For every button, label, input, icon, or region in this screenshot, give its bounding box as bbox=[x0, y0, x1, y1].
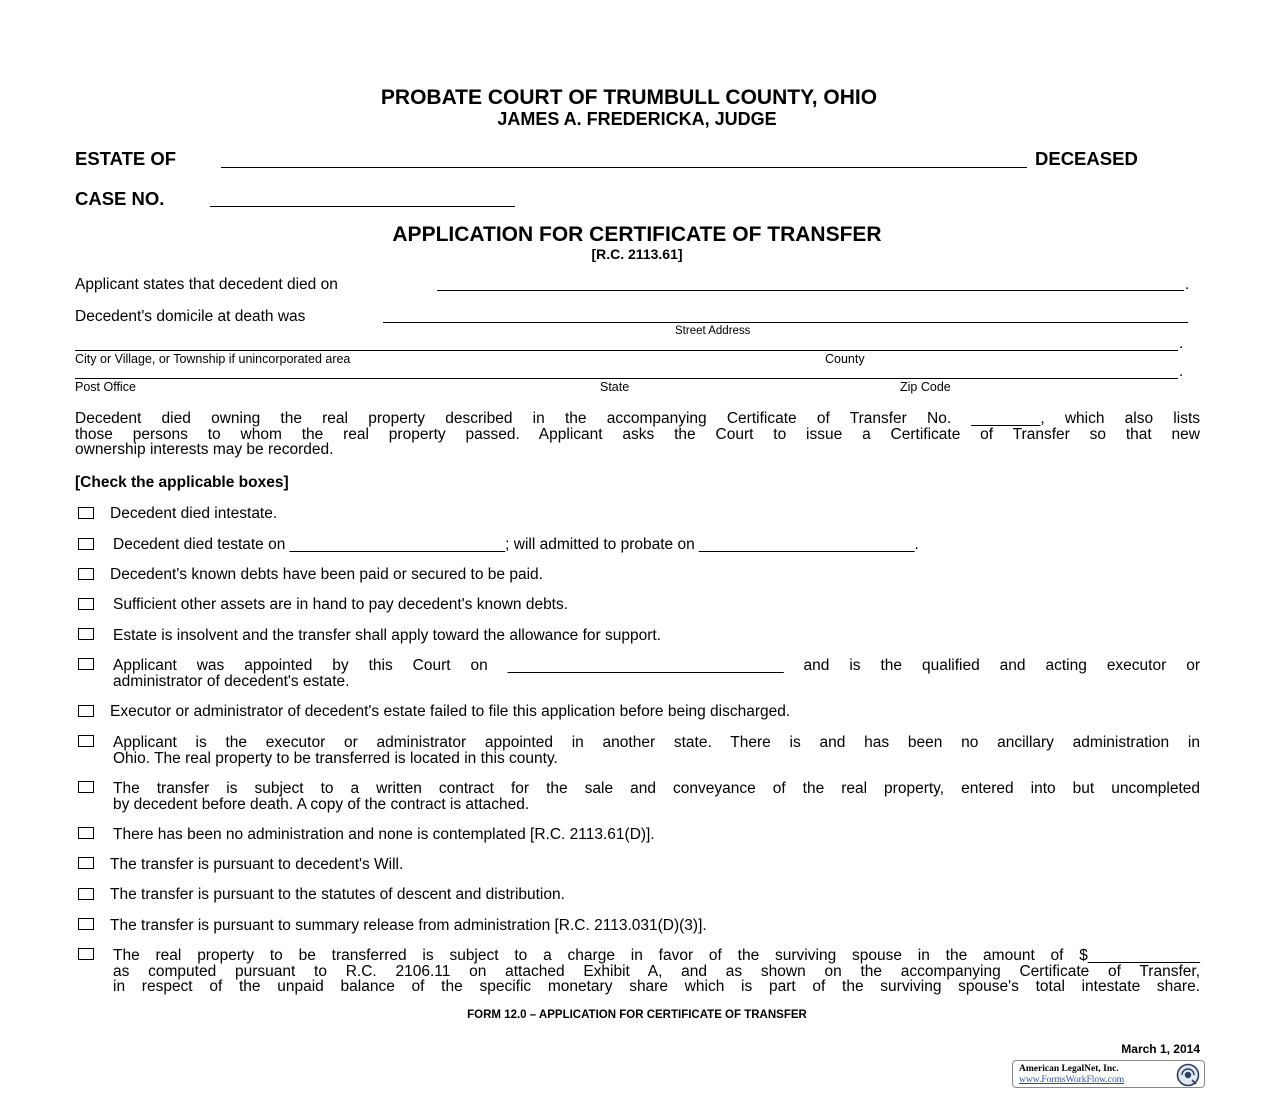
check-label-spouse-charge: The real property to be transferred is subject to a charge in favor of the surviving spouse in the amount of $_____________ as computed pursuant to R.C. 2106.11 on attached Exhibit A, and as shown on the accompanying Certificate of Transfer, in respect of the unpaid balance of the specific monetary share which is part of the surviving spouse's total intestate share. bbox=[113, 947, 1200, 995]
check-label-no-administration: There has been no administration and none is contemplated [R.C. 2113.61(D)]. bbox=[113, 826, 655, 843]
check-label-testate: Decedent died testate on _________________________; will admitted to probate on _________________________. bbox=[113, 536, 919, 553]
judge-name: JAMES A. FREDERICKA, JUDGE bbox=[497, 109, 777, 129]
domicile-label: Decedent's domicile at death was bbox=[75, 308, 306, 325]
case-no-field[interactable] bbox=[210, 206, 515, 207]
form-footer-name: FORM 12.0 – APPLICATION FOR CERTIFICATE OF TRANSFER bbox=[467, 1009, 807, 1021]
checkbox-sufficient-assets[interactable] bbox=[78, 598, 94, 610]
checkbox-insolvent[interactable] bbox=[78, 628, 94, 640]
estate-label: ESTATE OF bbox=[75, 148, 177, 169]
check-label-appointed: Applicant was appointed by this Court on ________________________________ and is the qualified and acting executor or administrator of decedent's estate. bbox=[113, 657, 1200, 690]
checkbox-written-contract[interactable] bbox=[78, 781, 94, 793]
vendor-badge[interactable] bbox=[1012, 1060, 1205, 1088]
check-label-written-contract: The transfer is subject to a written contract for the sale and conveyance of the real property, entered into but uncompleted by decedent before death. A copy of the contract is attached. bbox=[113, 780, 1200, 813]
post-office-caption: Post Office bbox=[75, 380, 136, 394]
estate-name-field[interactable] bbox=[221, 167, 1027, 168]
died-on-field[interactable] bbox=[437, 290, 1184, 291]
city-county-field[interactable] bbox=[75, 350, 1178, 351]
checkbox-other-state[interactable] bbox=[78, 735, 94, 747]
state-caption: State bbox=[600, 380, 630, 394]
form-title: APPLICATION FOR CERTIFICATE OF TRANSFER bbox=[392, 223, 882, 246]
checkbox-descent-distribution[interactable] bbox=[78, 888, 94, 900]
check-label-intestate: Decedent died intestate. bbox=[110, 505, 278, 522]
checkbox-appointed[interactable] bbox=[78, 658, 94, 670]
intro-paragraph: Decedent died owning the real property described in the accompanying Certificate of Transfer No. ________, which also lists those persons to whom the real property passed. Applicant asks the Court to issue a Certificate of Transfer so that new ownership interests may be recorded. bbox=[75, 410, 1200, 458]
deceased-label: DECEASED bbox=[1035, 148, 1138, 169]
checkbox-debts-paid[interactable] bbox=[78, 568, 94, 580]
checkbox-failed-to-file[interactable] bbox=[78, 705, 94, 717]
check-label-failed-to-file: Executor or administrator of decedent's estate failed to file this application before being discharged. bbox=[110, 703, 791, 720]
city-caption: City or Village, or Township if unincorporated area bbox=[75, 352, 351, 366]
statute-ref: [R.C. 2113.61] bbox=[591, 246, 683, 262]
died-on-label: Applicant states that decedent died on bbox=[75, 276, 338, 293]
zip-caption: Zip Code bbox=[900, 380, 951, 394]
check-label-sufficient-assets: Sufficient other assets are in hand to pay decedent's known debts. bbox=[113, 596, 569, 613]
checkbox-testate[interactable] bbox=[78, 538, 94, 550]
vendor-name: American LegalNet, Inc. bbox=[1019, 1064, 1119, 1074]
check-heading: [Check the applicable boxes] bbox=[75, 474, 289, 491]
street-address-field[interactable] bbox=[383, 322, 1188, 323]
checkbox-summary-release[interactable] bbox=[78, 918, 94, 930]
street-address-caption: Street Address bbox=[675, 325, 751, 337]
check-label-debts-paid: Decedent's known debts have been paid or secured to be paid. bbox=[110, 566, 543, 583]
check-label-pursuant-will: The transfer is pursuant to decedent's Will. bbox=[110, 856, 404, 873]
checkbox-no-administration[interactable] bbox=[78, 827, 94, 839]
checkbox-intestate[interactable] bbox=[78, 507, 94, 519]
post-office-state-zip-field[interactable] bbox=[75, 378, 1178, 379]
check-label-insolvent: Estate is insolvent and the transfer shall apply toward the allowance for support. bbox=[113, 627, 661, 644]
globe-icon bbox=[1176, 1063, 1200, 1087]
court-name: PROBATE COURT OF TRUMBULL COUNTY, OHIO bbox=[380, 86, 878, 109]
county-caption: County bbox=[825, 352, 865, 366]
checkbox-spouse-charge[interactable] bbox=[78, 948, 94, 960]
vendor-url[interactable]: www.FormsWorkFlow.com bbox=[1019, 1075, 1125, 1085]
case-no-label: CASE NO. bbox=[75, 188, 165, 209]
checkbox-pursuant-will[interactable] bbox=[78, 857, 94, 869]
check-label-other-state: Applicant is the executor or administrator appointed in another state. There is and has been no ancillary administration in Ohio. The real property to be transferred is located in this county. bbox=[113, 734, 1200, 767]
check-label-descent-distribution: The transfer is pursuant to the statutes of descent and distribution. bbox=[110, 886, 565, 903]
form-date: March 1, 2014 bbox=[1121, 1042, 1200, 1056]
check-label-summary-release: The transfer is pursuant to summary release from administration [R.C. 2113.031(D)(3)]. bbox=[110, 917, 707, 934]
